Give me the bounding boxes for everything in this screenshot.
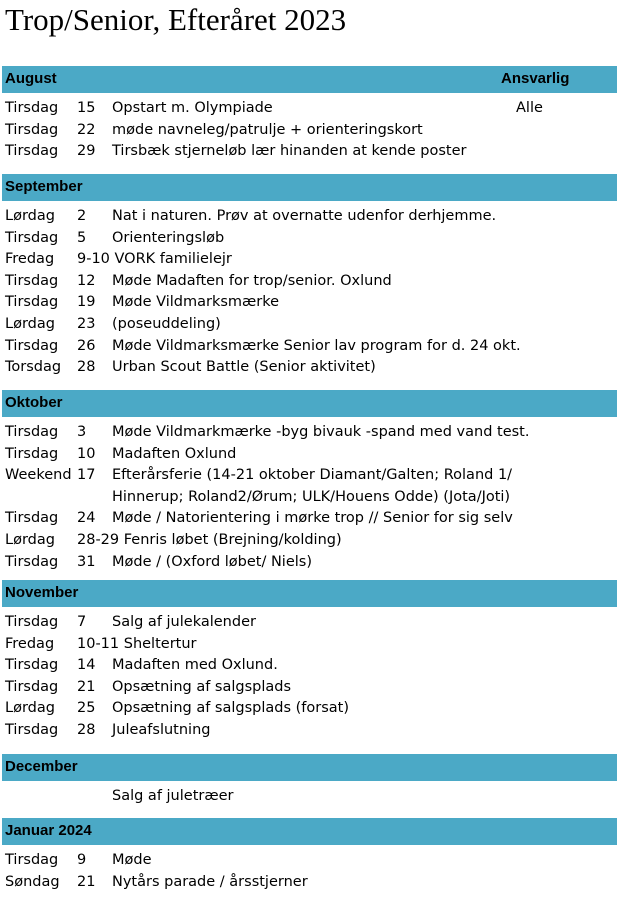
row-day: Søndag <box>5 873 60 890</box>
schedule-row <box>0 786 624 807</box>
schedule-row <box>0 677 624 698</box>
schedule-row <box>0 634 624 655</box>
row-day: Tirsdag <box>5 553 59 570</box>
row-day: Tirsdag <box>5 337 59 354</box>
row-day: Tirsdag <box>5 678 59 695</box>
row-day: Tirsdag <box>5 852 59 868</box>
row-day: Tirsdag <box>5 272 59 289</box>
row-date: 29 <box>77 143 96 160</box>
schedule-row <box>0 698 624 719</box>
row-day: Fredag <box>5 251 55 268</box>
row-date: 31 <box>77 553 96 570</box>
row-day: Lørdag <box>5 208 55 224</box>
month-header-januar-2024 <box>2 818 617 845</box>
row-day: Tirsdag <box>5 229 59 246</box>
row-date: 9-10 VORK familielejr <box>77 251 232 268</box>
row-activity: møde navneleg/patrulje + orienteringskort <box>112 121 423 138</box>
row-date: 22 <box>77 121 96 138</box>
month-header-label: Januar 2024 <box>5 822 92 839</box>
schedule-row <box>0 271 624 292</box>
schedule-row <box>0 314 624 335</box>
row-activity: (poseuddeling) <box>112 316 221 332</box>
row-date: 24 <box>77 510 96 527</box>
month-header-label: Oktober <box>5 394 63 411</box>
schedule-row <box>0 249 624 270</box>
row-activity: Møde Vildmarkmærke -byg bivauk -spand med vand test. <box>112 424 530 440</box>
row-day: Tirsdag <box>5 294 59 311</box>
month-header-oktober <box>2 390 617 417</box>
row-day: Lørdag <box>5 532 55 548</box>
schedule-row <box>0 98 624 119</box>
row-responsible: Alle <box>516 100 543 116</box>
row-day: Tirsdag <box>5 143 59 160</box>
row-activity: Møde <box>112 852 152 868</box>
row-activity: Møde Vildmarksmærke Senior lav program for d. 24 okt. <box>112 337 521 354</box>
schedule-row <box>0 292 624 313</box>
row-activity: Madaften Oxlund <box>112 445 237 462</box>
month-header-label: August <box>5 70 57 87</box>
row-activity: Møde Madaften for trop/senior. Oxlund <box>112 272 392 289</box>
row-day: Weekend <box>5 467 72 484</box>
month-header-september <box>2 174 617 201</box>
row-activity: Nat i naturen. Prøv at overnatte udenfor derhjemme. <box>112 208 497 224</box>
row-activity: Møde / Natorientering i mørke trop // Senior for sig selv <box>112 510 513 527</box>
row-date: 7 <box>77 614 87 630</box>
row-date: 17 <box>77 467 96 484</box>
month-header-december <box>2 754 617 781</box>
row-day: Tirsdag <box>5 121 59 138</box>
schedule-row <box>0 552 624 573</box>
schedule-row <box>0 872 624 893</box>
row-date: 23 <box>77 316 96 332</box>
row-date: 9 <box>77 852 87 868</box>
row-activity: Tirsbæk stjerneløb lær hinanden at kende poster <box>112 143 467 160</box>
row-date: 21 <box>77 678 96 695</box>
row-activity: Opsætning af salgsplads (forsat) <box>112 700 350 717</box>
row-day: Tirsdag <box>5 510 59 527</box>
row-activity: Opstart m. Olympiade <box>112 100 273 116</box>
schedule-row <box>0 720 624 741</box>
schedule-row <box>0 465 624 486</box>
row-date: 28 <box>77 359 96 376</box>
row-activity: Orienteringsløb <box>112 229 225 246</box>
row-date: 19 <box>77 294 96 311</box>
schedule-row <box>0 508 624 529</box>
month-header-label: December <box>5 758 78 775</box>
row-date: 28 <box>77 722 96 738</box>
row-day: Fredag <box>5 635 55 652</box>
row-activity: Efterårsferie (14-21 oktober Diamant/Galten; Roland 1/ <box>112 467 513 484</box>
row-activity: Urban Scout Battle (Senior aktivitet) <box>112 359 376 376</box>
month-header-label: September <box>5 178 83 195</box>
schedule-row <box>0 357 624 378</box>
row-day: Tirsdag <box>5 445 59 462</box>
schedule-row <box>0 612 624 633</box>
month-header-november <box>2 580 617 607</box>
row-day: Tirsdag <box>5 722 59 738</box>
row-date: 3 <box>77 424 87 440</box>
row-date: 12 <box>77 272 96 289</box>
row-date: 5 <box>77 229 87 246</box>
schedule-row <box>0 336 624 357</box>
row-activity: Madaften med Oxlund. <box>112 657 278 674</box>
row-date: 25 <box>77 700 96 717</box>
row-date: 2 <box>77 208 87 224</box>
schedule-row <box>0 141 624 162</box>
row-activity: Møde Vildmarksmærke <box>112 294 280 311</box>
row-day: Tirsdag <box>5 100 59 116</box>
row-date: 15 <box>77 100 96 116</box>
row-activity: Salg af juletræer <box>112 788 234 804</box>
row-activity: Møde / (Oxford løbet/ Niels) <box>112 553 312 570</box>
page-title: Trop/Senior, Efteråret 2023 <box>5 2 347 37</box>
schedule-row <box>0 530 624 551</box>
schedule-row <box>0 422 624 443</box>
row-activity: Nytårs parade / årsstjerner <box>112 873 308 890</box>
month-header-label: November <box>5 584 79 601</box>
row-activity: Juleafslutning <box>112 722 211 738</box>
schedule-row <box>0 120 624 141</box>
responsible-column-header: Ansvarlig <box>501 70 570 87</box>
row-day: Lørdag <box>5 316 55 332</box>
schedule-row <box>0 850 624 871</box>
row-date: 10 <box>77 445 96 462</box>
row-day: Tirsdag <box>5 657 59 674</box>
schedule-row <box>0 487 624 508</box>
row-activity: Opsætning af salgsplads <box>112 678 292 695</box>
schedule-row <box>0 206 624 227</box>
row-date: 26 <box>77 337 96 354</box>
schedule-row <box>0 444 624 465</box>
row-date: 14 <box>77 657 96 674</box>
row-day: Tirsdag <box>5 424 59 440</box>
row-date: 21 <box>77 873 96 890</box>
row-date: 28-29 Fenris løbet (Brejning/kolding) <box>77 532 342 548</box>
row-activity: Salg af julekalender <box>112 614 256 630</box>
row-day: Torsdag <box>5 359 62 376</box>
schedule-row <box>0 655 624 676</box>
row-date: 10-11 Sheltertur <box>77 635 197 652</box>
row-activity: Hinnerup; Roland2/Ørum; ULK/Houens Odde) (Jota/Joti) <box>112 488 511 505</box>
row-day: Tirsdag <box>5 614 59 630</box>
month-header-august <box>2 66 617 93</box>
schedule-row <box>0 228 624 249</box>
row-day: Lørdag <box>5 700 55 717</box>
